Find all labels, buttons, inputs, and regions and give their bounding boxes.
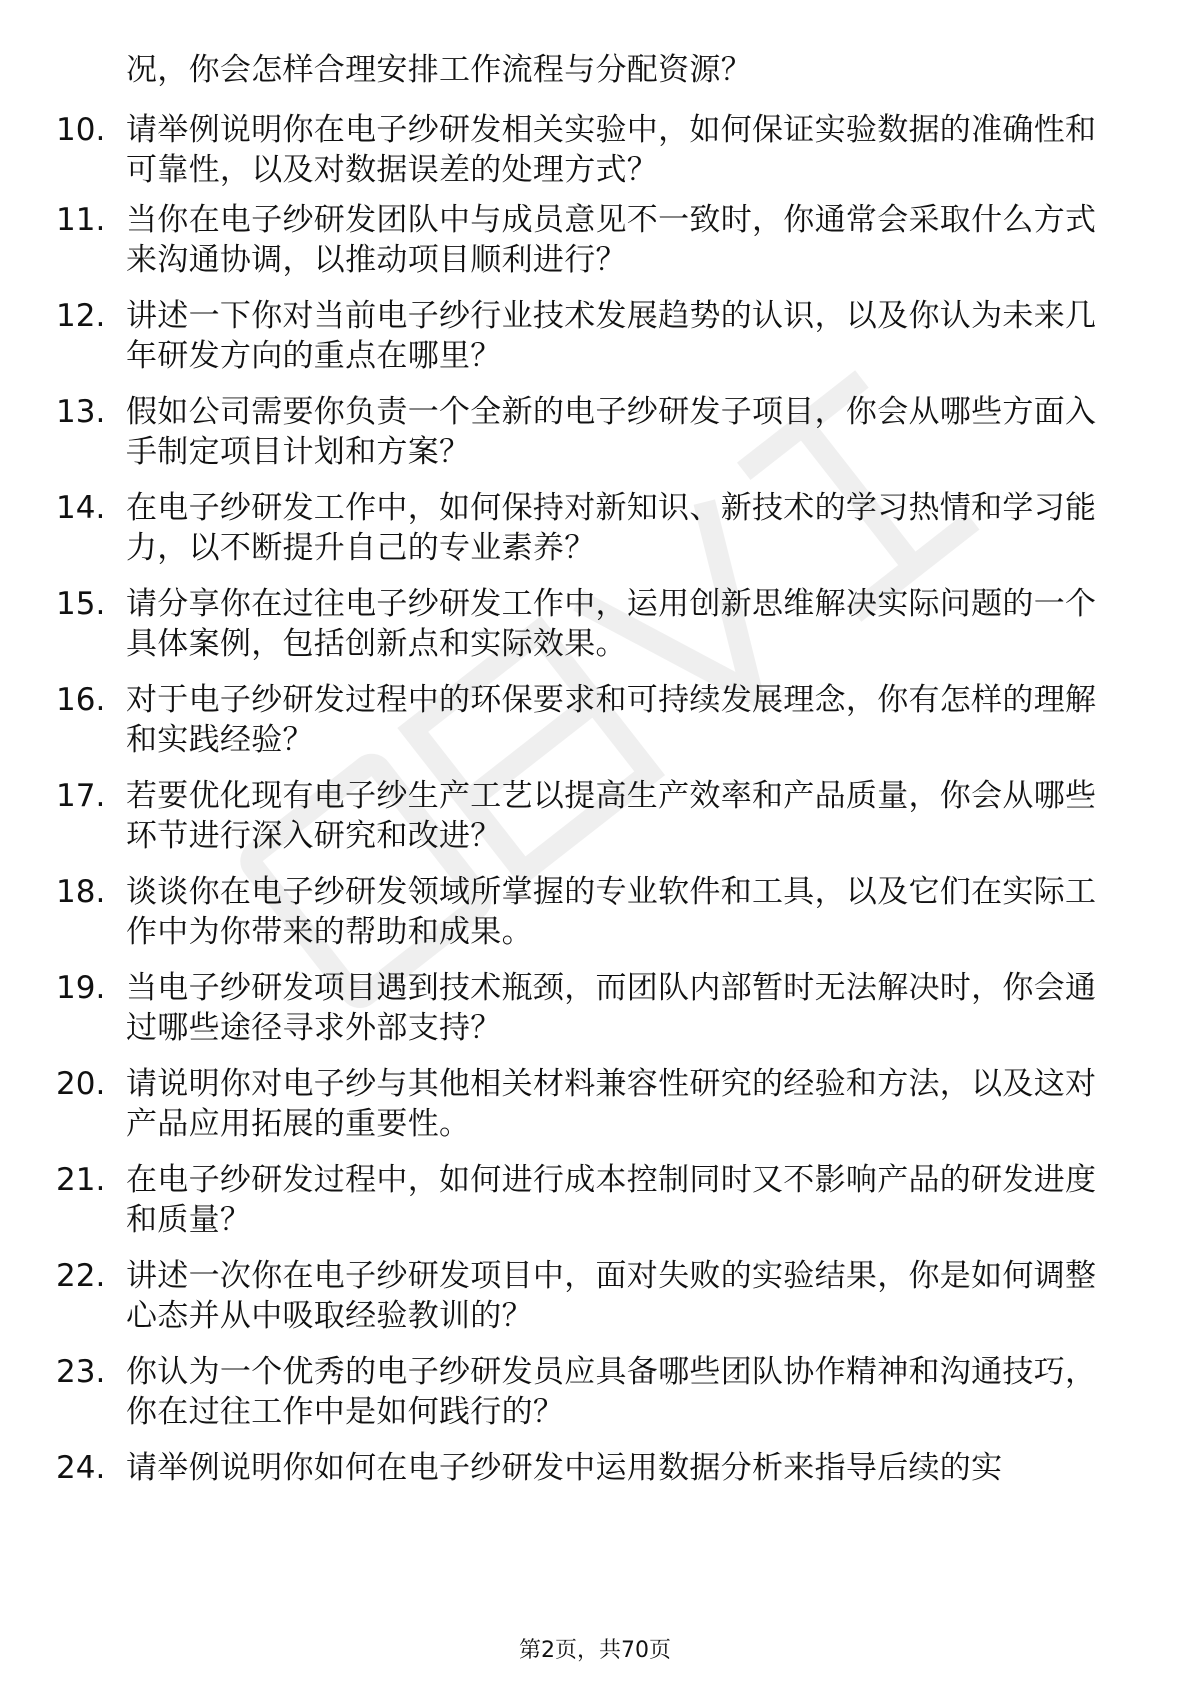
question-number: 21. [56, 1162, 106, 1198]
question-number: 17. [56, 778, 106, 814]
question-text: 在电子纱研发工作中，如何保持对新知识、新技术的学习热情和学习能力，以不断提升自己的专业素养？ [126, 490, 1097, 566]
continuation-text: 况，你会怎样合理安排工作流程与分配资源？ [126, 52, 752, 88]
question-number: 10. [56, 112, 106, 148]
question-text: 请分享你在过往电子纱研发工作中，运用创新思维解决实际问题的一个具体案例，包括创新点和实际效果。 [126, 586, 1097, 662]
question-number: 11. [56, 202, 106, 238]
question-number: 13. [56, 394, 106, 430]
question-text: 请举例说明你如何在电子纱研发中运用数据分析来指导后续的实 [126, 1450, 1003, 1486]
question-number: 22. [56, 1258, 106, 1294]
question-number: 23. [56, 1354, 106, 1390]
question-text: 假如公司需要你负责一个全新的电子纱研发子项目，你会从哪些方面入手制定项目计划和方案？ [126, 394, 1097, 470]
question-number: 12. [56, 298, 106, 334]
question-number: 19. [56, 970, 106, 1006]
question-text: 若要优化现有电子纱生产工艺以提高生产效率和产品质量，你会从哪些环节进行深入研究和改进？ [126, 778, 1097, 854]
page-footer: 第2页，共70页 [519, 1638, 671, 1663]
question-number: 24. [56, 1450, 106, 1486]
question-number: 20. [56, 1066, 106, 1102]
question-text: 在电子纱研发过程中，如何进行成本控制同时又不影响产品的研发进度和质量？ [126, 1162, 1097, 1238]
question-text: 谈谈你在电子纱研发领域所掌握的专业软件和工具，以及它们在实际工作中为你带来的帮助和成果。 [126, 874, 1097, 950]
question-text: 对于电子纱研发过程中的环保要求和可持续发展理念，你有怎样的理解和实践经验？ [126, 682, 1097, 758]
question-text: 讲述一下你对当前电子纱行业技术发展趋势的认识，以及你认为未来几年研发方向的重点在哪里？ [126, 298, 1097, 374]
question-number: 16. [56, 682, 106, 718]
question-text: 当电子纱研发项目遇到技术瓶颈，而团队内部暂时无法解决时，你会通过哪些途径寻求外部支持？ [126, 970, 1097, 1046]
question-text: 讲述一次你在电子纱研发项目中，面对失败的实验结果，你是如何调整心态并从中吸取经验教训的？ [126, 1258, 1097, 1334]
question-number: 14. [56, 490, 106, 526]
question-text: 请举例说明你在电子纱研发相关实验中，如何保证实验数据的准确性和可靠性，以及对数据误差的处理方式？ [126, 112, 1097, 188]
question-text: 当你在电子纱研发团队中与成员意见不一致时，你通常会采取什么方式来沟通协调，以推动项目顺利进行？ [126, 202, 1097, 278]
question-text: 你认为一个优秀的电子纱研发员应具备哪些团队协作精神和沟通技巧，你在过往工作中是如何践行的？ [126, 1354, 1097, 1430]
question-number: 15. [56, 586, 106, 622]
question-number: 18. [56, 874, 106, 910]
question-text: 请说明你对电子纱与其他相关材料兼容性研究的经验和方法，以及这对产品应用拓展的重要性。 [126, 1066, 1097, 1142]
